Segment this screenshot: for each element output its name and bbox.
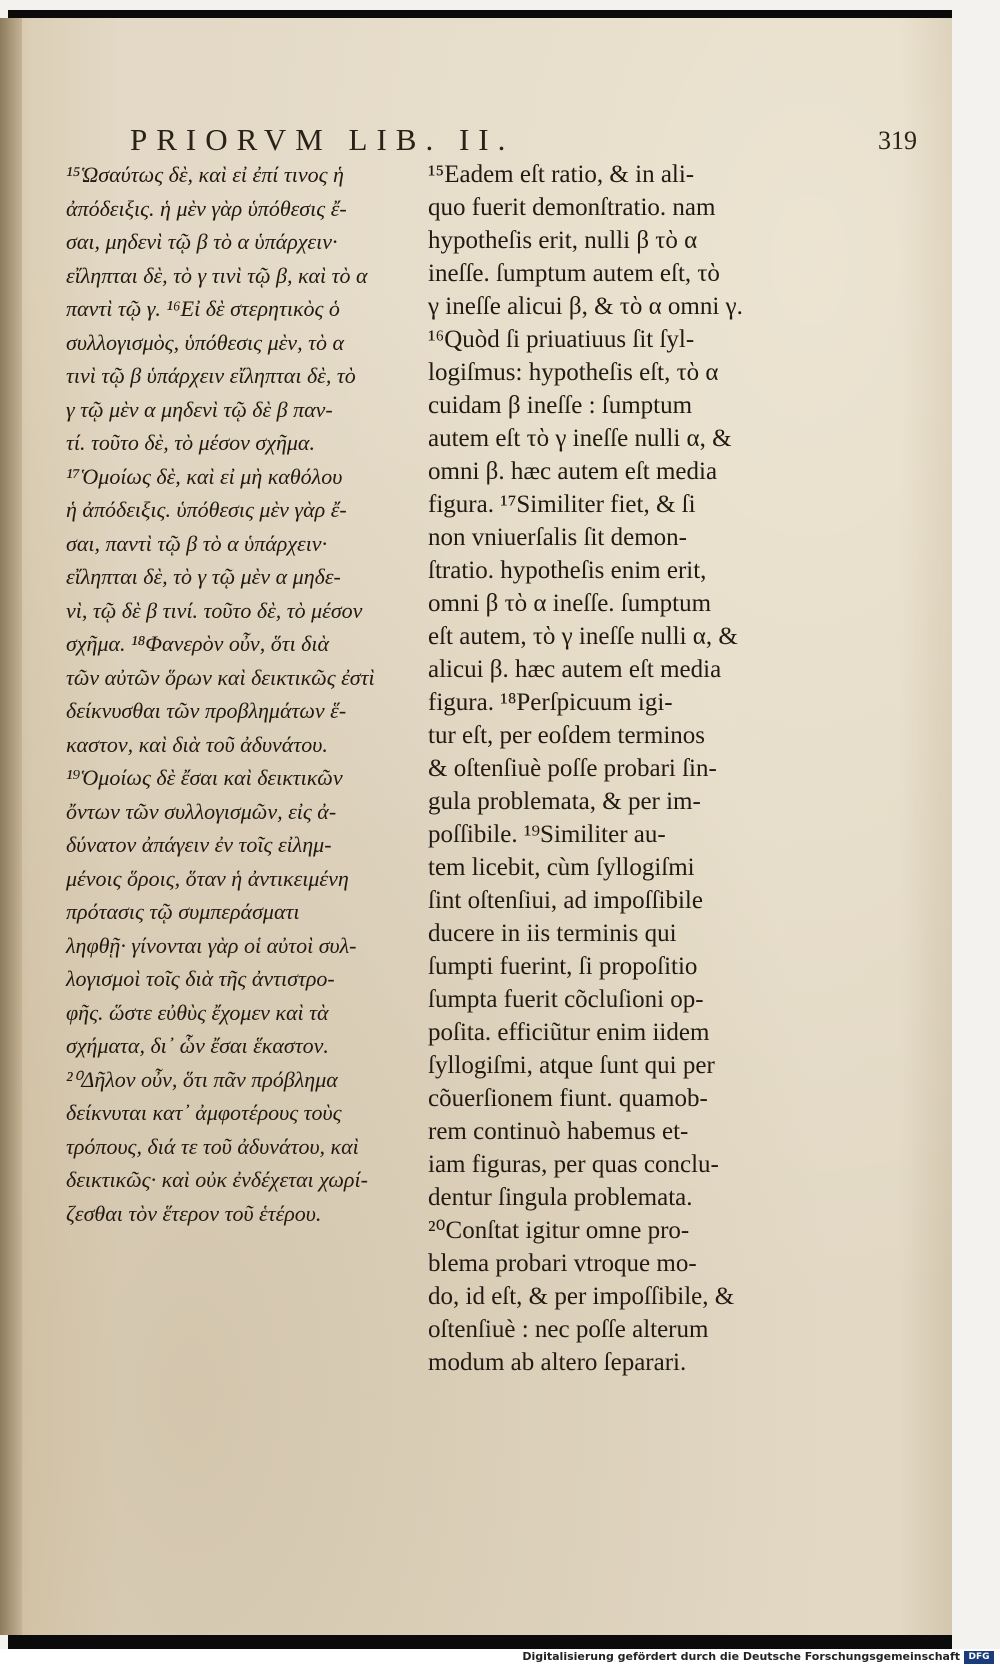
latin-text-line: poſſibile. ¹⁹Similiter au- xyxy=(428,821,666,848)
latin-text-line: modum ab altero ſeparari. xyxy=(428,1349,687,1376)
latin-text-line: hypotheſis erit, nulli β τὸ α xyxy=(428,227,698,254)
latin-text-column xyxy=(428,158,758,1379)
latin-text-line: omni β. hæc autem eſt media xyxy=(428,458,718,485)
latin-text-line: cuidam β ineſſe : ſumptum xyxy=(428,392,693,419)
latin-text-line: γ ineſſe alicui β, & τὸ α omni γ. xyxy=(428,293,743,320)
page-number: 319 xyxy=(878,126,917,155)
latin-text-line: ſumpta fuerit cõcluſioni op- xyxy=(428,986,704,1013)
latin-text-line: do, id eſt, & per impoſſibile, & xyxy=(428,1283,735,1310)
greek-text-line: εἴληπται δὲ, τὸ γ τῷ μὲν α μηδε- xyxy=(66,564,341,589)
latin-text-line: & oſtenſiuè poſſe probari ſin- xyxy=(428,755,717,782)
greek-text-line: ἡ ἀπόδειξις. ὑπόθεσις μὲν γὰρ ἔ- xyxy=(66,497,347,522)
greek-text-line: λογισμοὶ τοῖς διὰ τῆς ἀντιστρο- xyxy=(66,966,335,991)
latin-text-line: ſtratio. hypotheſis enim erit, xyxy=(428,557,707,584)
latin-text-line: blema probari vtroque mo- xyxy=(428,1250,697,1277)
latin-text-line: cõuerſionem fiunt. quamob- xyxy=(428,1085,708,1112)
greek-text-line: ²⁰Δῆλον οὖν, ὅτι πᾶν πρόβλημα xyxy=(66,1066,338,1092)
greek-text-line: σαι, παντὶ τῷ β τὸ α ὑπάρχειν· xyxy=(66,530,328,556)
greek-text-line: γ τῷ μὲν α μηδενὶ τῷ δὲ β παν- xyxy=(66,396,333,422)
dfg-logo-icon: DFG xyxy=(964,1651,994,1664)
greek-text-line: εἴληπται δὲ, τὸ γ τινὶ τῷ β, καὶ τὸ α xyxy=(66,262,368,288)
greek-text-line: ὄντων τῶν συλλογισμῶν, εἰς ἀ- xyxy=(66,798,337,824)
running-head: PRIORVM LIB. II. xyxy=(130,122,515,157)
latin-text-line: gula problemata, & per im- xyxy=(428,788,701,815)
latin-text-line: ²⁰Conſtat igitur omne pro- xyxy=(428,1217,690,1244)
latin-text-line: figura. ¹⁷Similiter fiet, & ſi xyxy=(428,491,696,518)
greek-text-line: ζεσθαι τὸν ἕτερον τοῦ ἑτέρου. xyxy=(66,1200,322,1226)
greek-text-column xyxy=(66,158,411,1230)
greek-text-line: ¹⁵Ὡσαύτως δὲ, καὶ εἰ ἐπί τινος ἡ xyxy=(66,162,344,187)
latin-text-line: quo fuerit demonſtratio. nam xyxy=(428,194,716,221)
latin-text-line: alicui β. hæc autem eſt media xyxy=(428,656,722,683)
latin-text-line: oſtenſiuè : nec poſſe alterum xyxy=(428,1316,709,1343)
greek-text-line: σαι, μηδενὶ τῷ β τὸ α ὑπάρχειν· xyxy=(66,229,338,254)
greek-text-line: πρότασις τῷ συμπεράσματι xyxy=(66,899,300,924)
greek-text-line: σχῆμα. ¹⁸Φανερὸν οὖν, ὅτι διὰ xyxy=(66,631,330,656)
latin-text-line: tur eſt, per eoſdem terminos xyxy=(428,722,706,749)
greek-text-line: τρόπους, διά τε τοῦ ἀδυνάτου, καὶ xyxy=(66,1133,359,1159)
greek-text-line: δείκνυται κατ᾽ ἀμφοτέρους τοὺς xyxy=(66,1100,342,1125)
latin-text-line: omni β τὸ α ineſſe. ſumptum xyxy=(428,590,712,617)
latin-text-line: ſint oſtenſiui, ad impoſſibile xyxy=(428,887,703,914)
greek-text-line: φῆς. ὥστε εὐθὺς ἔχομεν καὶ τὰ xyxy=(66,999,329,1025)
greek-text-line: παντὶ τῷ γ. ¹⁶Εἰ δὲ στερητικὸς ὁ xyxy=(66,296,340,321)
latin-text-line: eſt autem, τὸ γ ineſſe nulli α, & xyxy=(428,623,738,650)
greek-text-line: νὶ, τῷ δὲ β τινί. τοῦτο δὲ, τὸ μέσον xyxy=(66,597,363,623)
latin-text-line: autem eſt τὸ γ ineſſe nulli α, & xyxy=(428,425,732,452)
greek-text-line: ¹⁹Ὁμοίως δὲ ἔσαι καὶ δεικτικῶν xyxy=(66,765,343,790)
greek-text-line: ¹⁷Ὁμοίως δὲ, καὶ εἰ μὴ καθόλου xyxy=(66,463,343,489)
greek-text-line: καστον, καὶ διὰ τοῦ ἀδυνάτου. xyxy=(66,731,328,757)
latin-text-line: ſyllogiſmi, atque ſunt qui per xyxy=(428,1052,715,1079)
latin-text-line: ¹⁶Quòd ſi priuatiuus ſit ſyl- xyxy=(428,326,695,353)
latin-text-line: ineſſe. ſumptum autem eſt, τὸ xyxy=(428,260,720,287)
funding-credit: Digitalisierung gefördert durch die Deutsche Forschungsgemeinschaft xyxy=(522,1650,960,1663)
greek-text-line: δύνατον ἀπάγειν ἐν τοῖς εἰλημ- xyxy=(66,832,332,857)
greek-text-line: τῶν αὐτῶν ὅρων καὶ δεικτικῶς ἐστὶ xyxy=(66,664,375,690)
greek-text-line: ληφθῇ· γίνονται γὰρ οἱ αὐτοὶ συλ- xyxy=(66,932,357,958)
latin-text-line: rem continuò habemus et- xyxy=(428,1118,689,1145)
greek-text-line: δεικτικῶς· καὶ οὐκ ἐνδέχεται χωρί- xyxy=(66,1167,368,1192)
latin-text-line: iam figuras, per quas conclu- xyxy=(428,1151,719,1178)
greek-text-line: μένοις ὅροις, ὅταν ἡ ἀντικειμένη xyxy=(66,865,349,891)
latin-text-line: ¹⁵Eadem eſt ratio, & in ali- xyxy=(428,161,695,188)
greek-text-line: τί. τοῦτο δὲ, τὸ μέσον σχῆμα. xyxy=(66,430,315,455)
latin-text-line: dentur ſingula problemata. xyxy=(428,1184,693,1211)
latin-text-line: poſita. efficiũtur enim iidem xyxy=(428,1019,710,1046)
greek-text-line: σχήματα, δι᾽ ὧν ἔσαι ἕκαστον. xyxy=(66,1033,329,1058)
latin-text-line: figura. ¹⁸Perſpicuum igi- xyxy=(428,689,673,716)
digitization-footer xyxy=(0,1649,1000,1667)
page-gutter xyxy=(0,18,22,1635)
latin-text-line: ducere in iis terminis qui xyxy=(428,920,677,947)
latin-text-line: tem licebit, cùm ſyllogiſmi xyxy=(428,854,695,881)
greek-text-line: δείκνυσθαι τῶν προβλημάτων ἕ- xyxy=(66,698,347,723)
latin-text-line: non vniuerſalis ſit demon- xyxy=(428,524,687,551)
greek-text-line: ἀπόδειξις. ἡ μὲν γὰρ ὑπόθεσις ἔ- xyxy=(66,195,347,221)
greek-text-line: συλλογισμὸς, ὑπόθεσις μὲν, τὸ α xyxy=(66,329,344,355)
latin-text-line: logiſmus: hypotheſis eſt, τὸ α xyxy=(428,359,719,386)
latin-text-line: ſumpti fuerint, ſi propoſitio xyxy=(428,953,698,980)
greek-text-line: τινὶ τῷ β ὑπάρχειν εἴληπται δὲ, τὸ xyxy=(66,363,356,388)
